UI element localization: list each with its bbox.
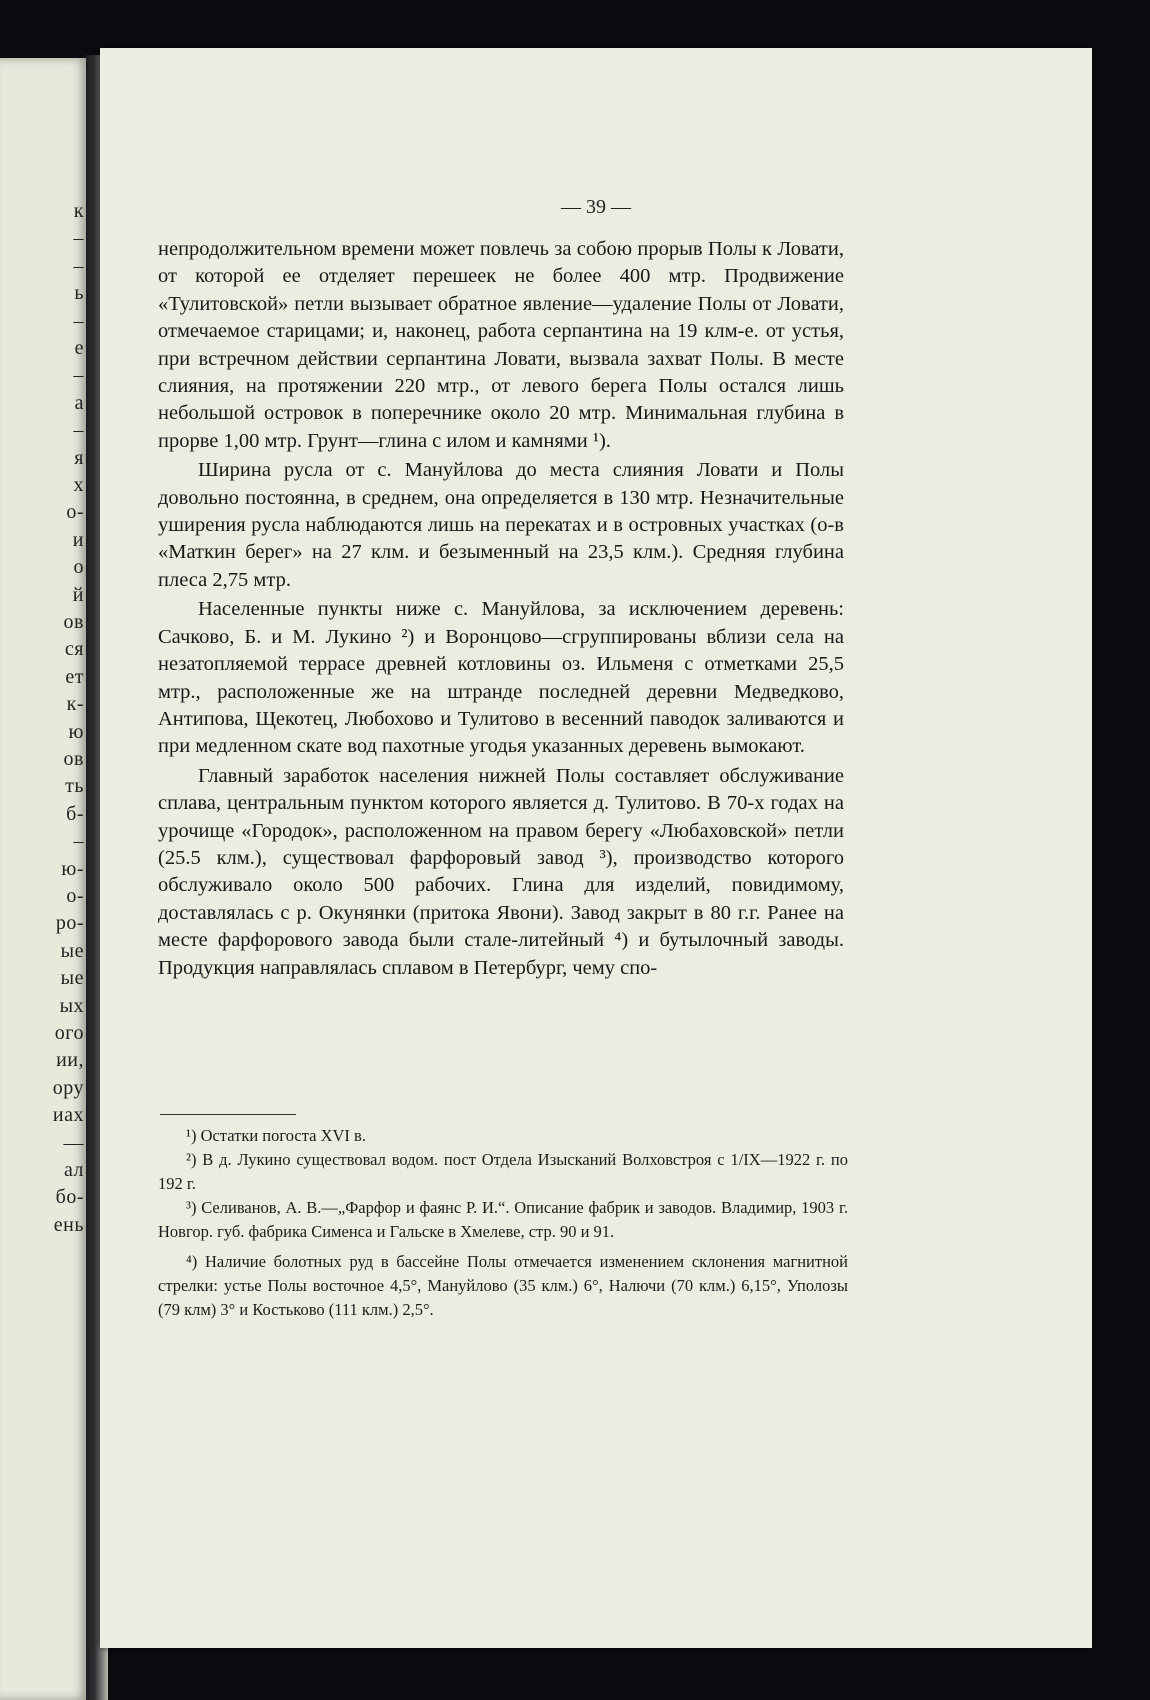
left-page-fragment: б-: [66, 802, 84, 825]
left-page-fragment: –: [73, 254, 84, 277]
left-page-fragment: а: [74, 391, 84, 414]
left-page-fragment: —: [63, 1131, 84, 1154]
left-page-fragment: ых: [59, 994, 84, 1017]
footnote-rule: [160, 1114, 296, 1115]
paragraph-1: непродолжительном времени может повлечь за собою прорыв Полы к Ловати, от которой ее отделяет перешеек не более 400 мтр. Продвижение «Тулитовской» петли вызывает обратное явление—удаление Полы от Ловати, отмечаемое старицами; и, наконец, работа серпантина на 19 клм-е. от устья, при встречном действии серпантина Ловати, вызвала захват Полы. В месте слияния, на протяжении 220 мтр., от левого берега Полы остался лишь небольшой островок в поперечнике около 20 мтр. Минимальная глубина в прорве 1,00 мтр. Грунт—глина с илом и камнями ¹).: [158, 238, 844, 452]
page-number: — 39 —: [561, 196, 631, 218]
left-page-fragment: ов: [63, 748, 84, 770]
left-page-fragment: ть: [65, 775, 84, 798]
left-page-fragment: ро-: [55, 912, 84, 935]
left-page-fragment: ю: [68, 720, 84, 743]
paragraph-4: Главный заработок населения нижней Полы составляет обслуживание сплава, центральным пунктом которого является д. Тулитово. В 70-х годах на урочище «Городок», расположенном на правом берегу «Любаховской» петли (25.5 клм.), существовал фарфоровый завод ³), производство которого обслуживало около 500 рабочих. Глина для изделий, повидимому, доставлялась с р. Окунянки (притока Явони). Завод закрыт в 80 г.г. Ранее на месте фарфорового завода были стале-литейный ⁴) и бутылочный заводы. Продукция направлялась сплавом в Петербург, чему спо-: [158, 764, 844, 979]
left-page-fragment: к: [73, 200, 84, 222]
left-page-fragment: о-: [66, 885, 84, 907]
left-page-fragment: ые: [60, 967, 84, 990]
left-page-fragment: ал: [63, 1159, 84, 1181]
paragraph-3: Населенные пункты ниже с. Мануйлова, за исключением деревень: Сачково, Б. и М. Лукино ²) и Воронцово—сгруппированы вблизи села на незатопляемой террасе древней котловины оз. Ильменя с отметками 25,5 мтр., расположенные же на штранде последней деревни Медведково, Антипова, Щекотец, Любохово и Тулитово в весенний паводок заливаются и при медленном скате вод пахотные угодья указанных деревень вымокают.: [158, 598, 844, 758]
left-page-fragment: й: [72, 583, 84, 606]
left-page-fragment: ору: [52, 1076, 84, 1099]
left-page-fragment: –: [73, 309, 84, 332]
footnote-2: ²) В д. Лукино существовал водом. пост Отдела Изысканий Волховстроя с 1/IX—1922 г. по 192 г.: [158, 1150, 848, 1193]
footnote-4: ⁴) Наличие болотных руд в бассейне Полы отмечается изменением склонения магнитной стрелки: устье Полы восточное 4,5°, Мануйлово (35 клм.) 6°, Налючи (70 клм.) 6,15°, Уполозы (79 клм) 3° и Костьково (111 клм.) 2,5°.: [158, 1252, 848, 1319]
left-page-fragment: и: [72, 528, 84, 551]
left-page-fragment: о: [73, 556, 84, 579]
paragraph-2: Ширина русла от с. Мануйлова до места слияния Ловати и Полы довольно постоянна, в среднем, она определяется в 130 мтр. Незначительные уширения русла наблюдаются лишь на перекатах и в островных участках (о-в «Маткин берег» на 27 клм. и безыменный на 23,5 клм.). Средняя глубина плеса 2,75 мтр.: [158, 459, 844, 591]
left-page-fragment: ень: [53, 1213, 84, 1236]
left-page-fragment: е: [74, 337, 84, 359]
left-page-fragment: ю-: [61, 857, 84, 880]
left-page-fragment: –: [73, 364, 84, 387]
left-page-edge: [0, 58, 90, 1700]
left-page-fragment: ся: [64, 638, 84, 661]
book-page: [100, 48, 1092, 1648]
left-page-fragment: ов: [63, 611, 84, 633]
left-page-fragment: ь: [74, 282, 84, 305]
left-page-fragment: ого: [54, 1022, 84, 1044]
body-text: [158, 236, 844, 982]
left-page-fragment: я: [74, 446, 84, 469]
left-page-fragment: –: [73, 227, 84, 250]
left-page-fragment: ые: [60, 939, 84, 962]
left-page-fragment: ет: [65, 665, 84, 688]
left-page-fragment: –: [73, 419, 84, 442]
left-page-fragment: ии,: [56, 1049, 84, 1072]
left-page-fragment: к-: [66, 693, 84, 716]
left-page-fragment: о-: [66, 501, 84, 524]
left-page-fragment: –: [73, 830, 84, 853]
left-page-fragment: иах: [52, 1104, 84, 1127]
left-page-fragment: бо-: [55, 1186, 84, 1209]
footnotes: [158, 1124, 848, 1322]
footnote-3: ³) Селиванов, А. В.—„Фарфор и фаянс Р. И.“. Описание фабрик и заводов. Владимир, 1903 г. Новгор. губ. фабрика Сименса и Гальске в Хмелеве, стр. 90 и 91.: [158, 1198, 848, 1241]
footnote-1: ¹) Остатки погоста XVI в.: [186, 1126, 366, 1145]
left-page-fragment: х: [73, 474, 84, 496]
